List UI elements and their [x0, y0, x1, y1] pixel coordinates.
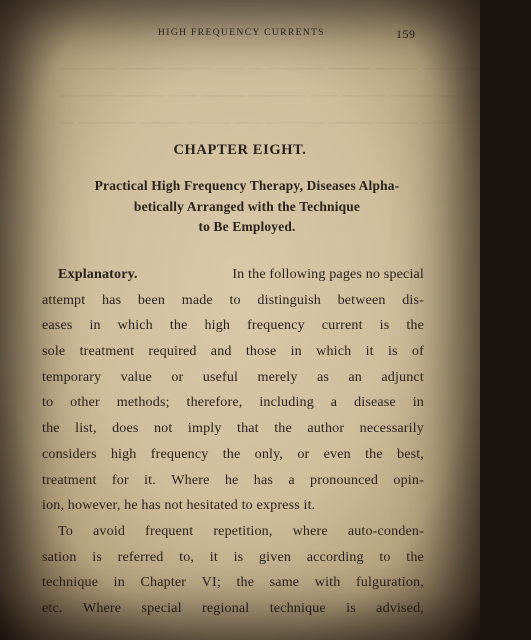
text-line	[42, 339, 424, 365]
word: best,	[397, 445, 424, 462]
text-line	[42, 545, 424, 571]
word: attempt	[42, 291, 86, 308]
word: is	[92, 548, 102, 565]
word: the	[274, 420, 292, 437]
word: a	[288, 471, 295, 488]
word: and	[210, 343, 232, 360]
word: to,	[179, 548, 195, 565]
word: that	[237, 420, 259, 437]
word: temporary	[42, 368, 102, 385]
word: an	[348, 368, 362, 385]
word: has	[101, 291, 122, 308]
paragraph-2-first-line	[42, 519, 424, 545]
text-line	[42, 468, 424, 494]
chapter-subtitle-line: betically Arranged with the Technique	[133, 198, 361, 214]
word: Chapter	[140, 574, 187, 591]
word: other	[70, 394, 100, 411]
word: technique	[42, 574, 99, 591]
text-line	[42, 365, 424, 391]
word: in	[89, 317, 101, 334]
word: in	[113, 574, 125, 591]
word: disease	[354, 394, 396, 411]
text-line	[42, 390, 424, 416]
word: opin-	[393, 471, 424, 488]
running-header	[0, 28, 480, 44]
word: sole	[42, 343, 66, 360]
word: same	[269, 574, 300, 591]
word: it.	[144, 471, 156, 488]
text-line	[42, 442, 424, 468]
text-line	[42, 313, 424, 339]
word: to	[229, 291, 241, 308]
word: etc.	[42, 599, 63, 616]
word: high	[204, 317, 231, 334]
word: therefore,	[186, 394, 243, 411]
word: sation	[42, 548, 77, 565]
word: considers	[42, 445, 97, 462]
word: adjunct	[381, 368, 424, 385]
word: those	[245, 343, 277, 360]
word: only,	[254, 445, 284, 462]
word: is	[346, 599, 356, 616]
word: is	[379, 317, 390, 334]
word: advised,	[376, 599, 424, 616]
word: current	[321, 317, 363, 334]
word: between	[337, 291, 386, 308]
word: in	[412, 394, 424, 411]
word: made	[181, 291, 213, 308]
word: useful	[202, 368, 239, 385]
word: it	[365, 343, 374, 360]
word: list,	[75, 420, 97, 437]
text-line: In the following pages no special	[232, 266, 424, 282]
word: To	[58, 522, 73, 539]
word: frequent	[145, 522, 194, 539]
paragraph-lead: Explanatory.	[58, 266, 138, 282]
paragraph-1-first-line	[42, 262, 424, 288]
word: auto-conden-	[347, 522, 424, 539]
word: necessarily	[359, 420, 424, 437]
chapter-subtitle	[56, 176, 438, 238]
word: high	[110, 445, 137, 462]
word: avoid	[93, 522, 126, 539]
word: Where	[82, 599, 122, 616]
word: the	[169, 317, 188, 334]
word: according	[306, 548, 364, 565]
word: repetition,	[213, 522, 273, 539]
word: fulguration,	[355, 574, 424, 591]
word: has	[253, 471, 274, 488]
word: imply	[187, 420, 222, 437]
word: Where	[171, 471, 210, 488]
chapter-subtitle-line: to Be Employed.	[198, 219, 296, 234]
word: methods;	[116, 394, 170, 411]
word: the	[222, 445, 241, 462]
chapter-subtitle-line: Practical High Frequency Therapy, Diseases Alpha-	[94, 178, 400, 193]
word: to	[42, 394, 54, 411]
word: given	[258, 548, 292, 565]
word: value	[120, 368, 152, 385]
chapter-title: CHAPTER EIGHT.	[173, 142, 307, 158]
word: which	[117, 317, 153, 334]
text-line: ion, however, he has not hesitated to express it.	[42, 497, 316, 514]
word: as	[316, 368, 329, 385]
word: even	[323, 445, 351, 462]
word: with	[314, 574, 341, 591]
word: the	[365, 445, 383, 462]
word: treatment	[42, 471, 97, 488]
word: which	[316, 343, 352, 360]
word: special	[141, 599, 182, 616]
word: in	[290, 343, 302, 360]
text-line	[42, 416, 424, 442]
word: the	[42, 420, 60, 437]
word: distinguish	[257, 291, 321, 308]
word: VI;	[201, 574, 221, 591]
body-text	[42, 262, 424, 622]
word: frequency	[247, 317, 305, 334]
text-line	[42, 596, 424, 622]
word: frequency	[150, 445, 209, 462]
word: eases	[42, 317, 73, 334]
word: the	[406, 548, 424, 565]
word: pronounced	[310, 471, 379, 488]
word: where	[292, 522, 328, 539]
word: is	[387, 343, 398, 360]
word: referred	[117, 548, 164, 565]
text-line	[42, 570, 424, 596]
text-line	[42, 288, 424, 314]
word: is	[233, 548, 244, 565]
word: the	[406, 317, 424, 334]
word: merely	[257, 368, 298, 385]
word: it	[209, 548, 218, 565]
word: including	[259, 394, 314, 411]
word: the	[236, 574, 255, 591]
word: he	[224, 471, 239, 488]
word: regional	[202, 599, 250, 616]
word: dis-	[402, 291, 424, 308]
word: technique	[269, 599, 326, 616]
word: to	[379, 548, 391, 565]
bleed-through-text: ———— ——— ——— —— — ———— ——— ——— —— ——— —— ———— ——— —— ——— ———— —— ——— ——— —— —— — ———— ——— ——— —— ———— ——— ——— ——	[60, 61, 531, 130]
word: of	[411, 343, 424, 360]
word: or	[297, 445, 310, 462]
word: for	[111, 471, 129, 488]
word: not	[153, 420, 173, 437]
word: does	[112, 420, 139, 437]
word: been	[137, 291, 166, 308]
word: author	[307, 420, 345, 437]
word: a	[330, 394, 338, 411]
page-number: 159	[396, 27, 416, 41]
word: or	[171, 368, 184, 385]
running-title: HIGH FREQUENCY CURRENTS	[158, 28, 325, 38]
word: treatment	[79, 343, 135, 360]
word: required	[148, 343, 197, 360]
